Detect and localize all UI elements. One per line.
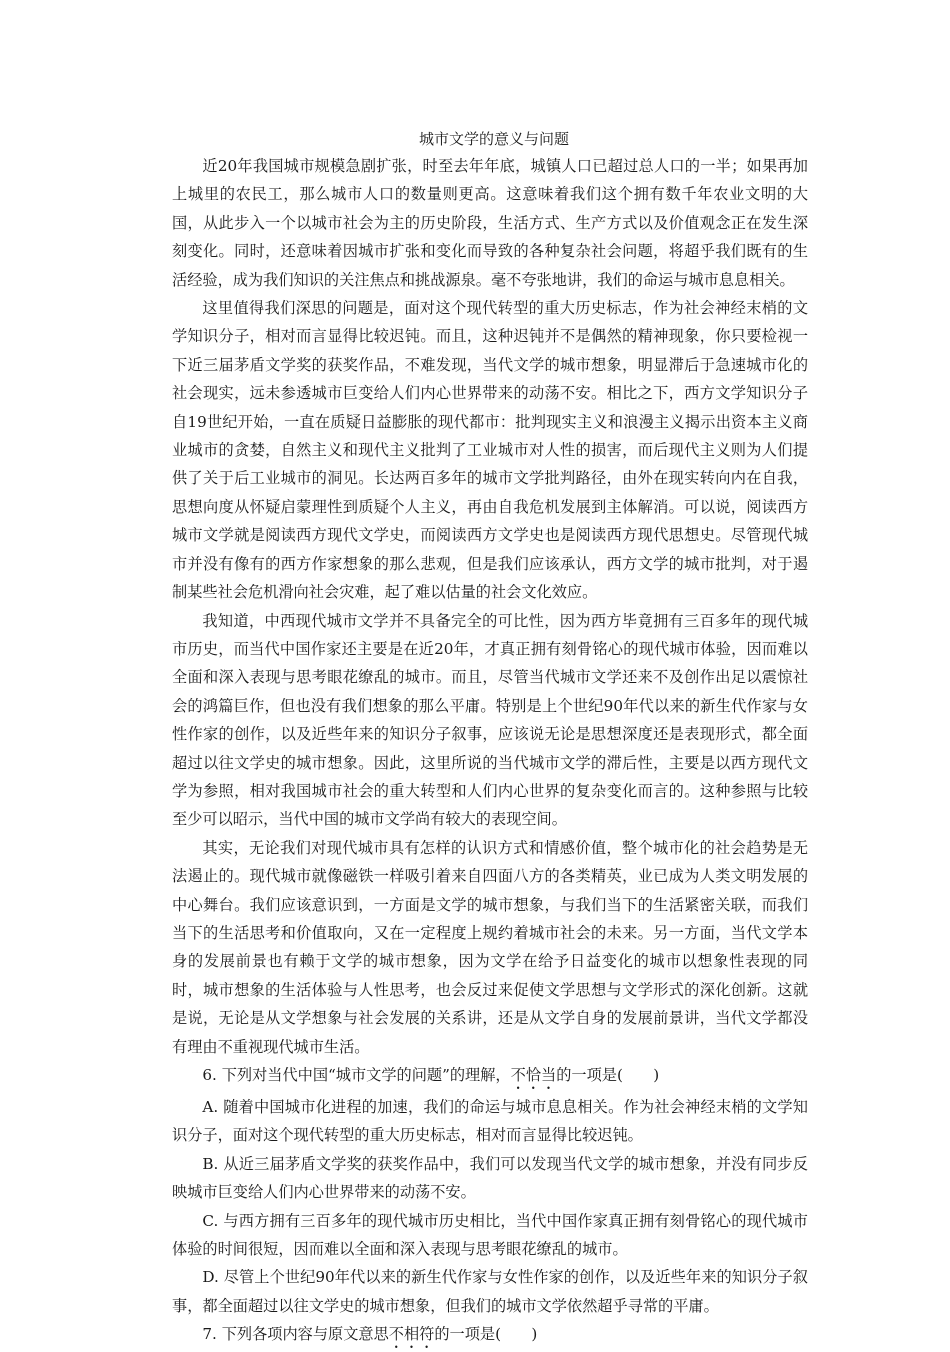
question-6-emphasis: 不恰当	[510, 1066, 557, 1084]
document-page	[172, 127, 808, 1352]
question-7-emphasis: 不相符	[388, 1325, 435, 1344]
question-7-prefix: 7. 下列各项内容与原文意思	[202, 1325, 389, 1344]
question-6-option-c: C. 与西方拥有三百多年的现代城市历史相比，当代中国作家真正拥有刻骨铭心的现代城市体验的时间很短，因而难以全面和深入表现与思考眼花缭乱的城市。	[172, 1211, 808, 1259]
paragraph-2: 这里值得我们深思的问题是，面对这个现代转型的重大历史标志，作为社会神经末梢的文学知识分子，相对而言显得比较迟钝。而且，这种迟钝并不是偶然的精神现象，你只要检视一下近三届茅盾文学奖的获奖作品，不难发现，当代文学的城市想象，明显滞后于急速城市化的社会现实，远未参透城市巨变给人们内心世界带来的动荡不安。相比之下，西方文学知识分子自19世纪开始，一直在质疑日益膨胀的现代都市：批判现实主义和浪漫主义揭示出资本主义商业城市的贪婪，自然主义和现代主义批判了工业城市对人性的损害，而后现代主义则为人们提供了关于后工业城市的洞见。长达两百多年的城市文学批判路径，由外在现实转向内在自我，思想向度从怀疑启蒙理性到质疑个人主义，再由自我危机发展到主体解消。可以说，阅读西方城市文学就是阅读西方现代文学史，而阅读西方文学史也是阅读西方现代思想史。尽管现代城市并没有像有的西方作家想象的那么悲观，但是我们应该承认，西方文学的城市批判，对于遏制某些社会危机滑向社会灾难，起了难以估量的社会文化效应。	[172, 299, 808, 602]
question-6-option-a: A. 随着中国城市化进程的加速，我们的命运与城市息息相关。作为社会神经末梢的文学知识分子，面对这个现代转型的重大历史标志，相对而言显得比较迟钝。	[172, 1098, 808, 1145]
paragraph-3: 我知道，中西现代城市文学并不具备完全的可比性，因为西方毕竟拥有三百多年的现代城市历史，而当代中国作家还主要是在近20年，才真正拥有刻骨铭心的现代城市体验，因而难以全面和深入表现与思考眼花缭乱的城市。而且，尽管当代城市文学还来不及创作出足以震惊社会的鸿篇巨作，但也没有我们想象的那么平庸。特别是上个世纪90年代以来的新生代作家与女性作家的创作，以及近些年来的知识分子叙事，应该说无论是思想深度还是表现形式，都全面超过以往文学史的城市想象。因此，这里所说的当代城市文学的滞后性，主要是以西方现代文学为参照，相对我国城市社会的重大转型和人们内心世界的复杂变化而言的。这种参照与比较至少可以昭示，当代中国的城市文学尚有较大的表现空间。	[172, 611, 808, 829]
question-6-suffix: 的一项是( )	[556, 1066, 660, 1084]
page-title: 城市文学的意义与问题	[418, 130, 569, 148]
question-6-option-d: D. 尽管上个世纪90年代以来的新生代作家与女性作家的创作，以及近些年来的知识分子叙事，都全面超过以往文学史的城市想象，但我们的城市文学依然超乎寻常的平庸。	[172, 1268, 808, 1315]
question-6-option-b: B. 从近三届茅盾文学奖的获奖作品中，我们可以发现当代文学的城市想象，并没有同步反映城市巨变给人们内心世界带来的动荡不安。	[172, 1154, 808, 1202]
paragraph-4: 其实，无论我们对现代城市具有怎样的认识方式和情感价值，整个城市化的社会趋势是无法遏止的。现代城市就像磁铁一样吸引着来自四面八方的各类精英，业已成为人类文明发展的中心舞台。我们应该意识到，一方面是文学的城市想象，与我们当下的生活紧密关联，而我们当下的生活思考和价值取向，又在一定程度上规约着城市社会的未来。另一方面，当代文学本身的发展前景也有赖于文学的城市想象，因为文学在给予日益变化的城市以想象性表现的同时，城市想象的生活体验与人性思考，也会反过来促使文学思想与文学形式的深化创新。这就是说，无论是从文学想象与社会发展的关系讲，还是从文学自身的发展前景讲，当代文学都没有理由不重视现代城市生活。	[172, 838, 808, 1056]
question-7-suffix: 的一项是( )	[434, 1325, 538, 1344]
question-6-prefix: 6. 下列对当代中国“城市文学的问题”的理解，	[202, 1066, 511, 1084]
paragraph-1: 近20年我国城市规模急剧扩张，时至去年年底，城镇人口已超过总人口的一半；如果再加上城里的农民工，那么城市人口的数量则更高。这意味着我们这个拥有数千年农业文明的大国，从此步入一个以城市社会为主的历史阶段，生活方式、生产方式以及价值观念正在发生深刻变化。同时，还意味着因城市扩张和变化而导致的各种复杂社会问题，将超乎我们既有的生活经验，成为我们知识的关注焦点和挑战源泉。毫不夸张地讲，我们的命运与城市息息相关。	[172, 157, 808, 289]
question-6	[172, 1061, 808, 1093]
question-7	[172, 1320, 808, 1352]
